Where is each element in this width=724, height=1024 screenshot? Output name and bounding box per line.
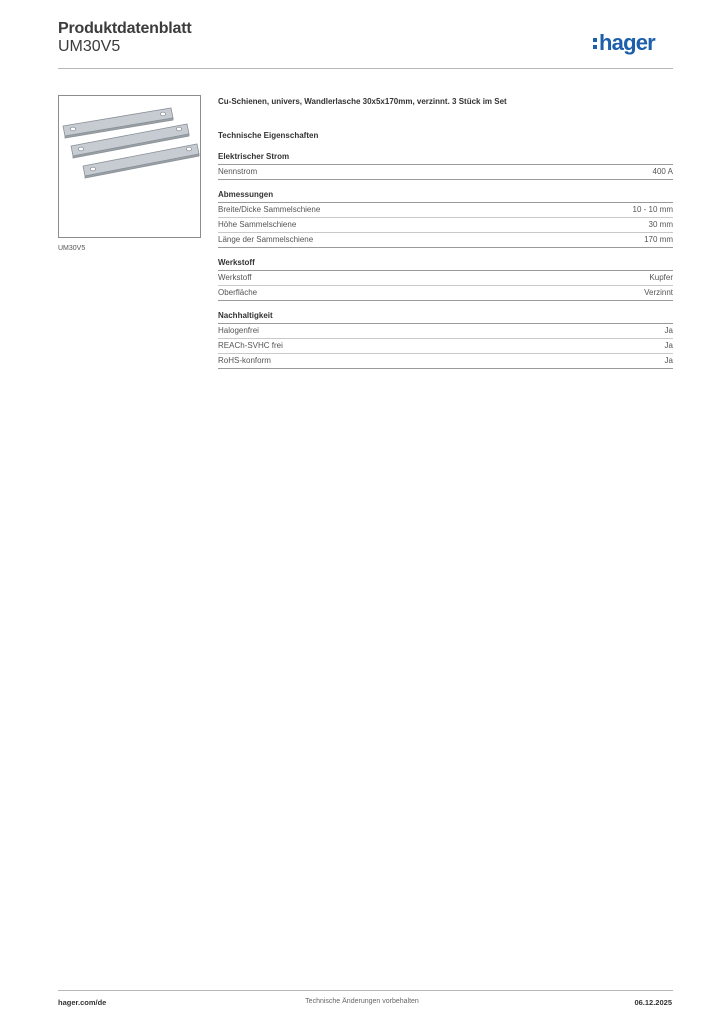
footer-website-link[interactable]: hager.com/de (58, 998, 107, 1007)
spec-row (218, 203, 673, 218)
spec-row (218, 218, 673, 233)
spec-group-title: Nachhaltigkeit (218, 310, 673, 324)
logo-text: hager (599, 30, 655, 55)
spec-label: Oberfläche (218, 288, 258, 297)
product-description: Cu-Schienen, univers, Wandlerlasche 30x5x170mm, verzinnt. 3 Stück im Set (218, 97, 507, 106)
spec-value: Verzinnt (644, 288, 673, 297)
product-code: UM30V5 (58, 38, 121, 55)
hager-logo (592, 30, 676, 58)
spec-value: Kupfer (649, 273, 673, 282)
spec-value: 10 - 10 mm (632, 205, 673, 214)
specs-heading: Technische Eigenschaften (218, 131, 319, 140)
spec-label: Länge der Sammelschiene (218, 235, 314, 244)
footer-divider (58, 990, 673, 991)
spec-value: Ja (664, 341, 673, 350)
spec-label: Höhe Sammelschiene (218, 220, 297, 229)
spec-label: Halogenfrei (218, 326, 259, 335)
spec-row (218, 271, 673, 286)
spec-row (218, 165, 673, 180)
spec-label: REACh-SVHC frei (218, 341, 283, 350)
spec-row (218, 233, 673, 248)
spec-row (218, 339, 673, 354)
spec-label: RoHS-konform (218, 356, 271, 365)
busbar-set-image (59, 96, 200, 237)
spec-label: Breite/Dicke Sammelschiene (218, 205, 321, 214)
spec-row (218, 324, 673, 339)
product-image (58, 95, 201, 238)
footer-notice: Technische Änderungen vorbehalten (305, 998, 419, 1005)
spec-row (218, 286, 673, 301)
spec-label: Nennstrom (218, 167, 258, 176)
spec-value: 170 mm (644, 235, 673, 244)
spec-value: Ja (664, 326, 673, 335)
spec-group-title: Elektrischer Strom (218, 151, 673, 165)
image-caption: UM30V5 (58, 245, 86, 252)
spec-group-sustainability (218, 310, 673, 369)
spec-value: Ja (664, 356, 673, 365)
spec-group-title: Abmessungen (218, 189, 673, 203)
spec-row (218, 354, 673, 369)
spec-value: 400 A (652, 167, 673, 176)
spec-label: Werkstoff (218, 273, 252, 282)
spec-group-title: Werkstoff (218, 257, 673, 271)
spec-group-electrical (218, 151, 673, 180)
product-details (218, 96, 673, 369)
spec-group-dimensions (218, 189, 673, 248)
footer-date: 06.12.2025 (634, 998, 672, 1007)
spec-value: 30 mm (648, 220, 673, 229)
header-divider (58, 68, 673, 69)
spec-group-material (218, 257, 673, 301)
page-title: Produktdatenblatt (58, 20, 192, 37)
